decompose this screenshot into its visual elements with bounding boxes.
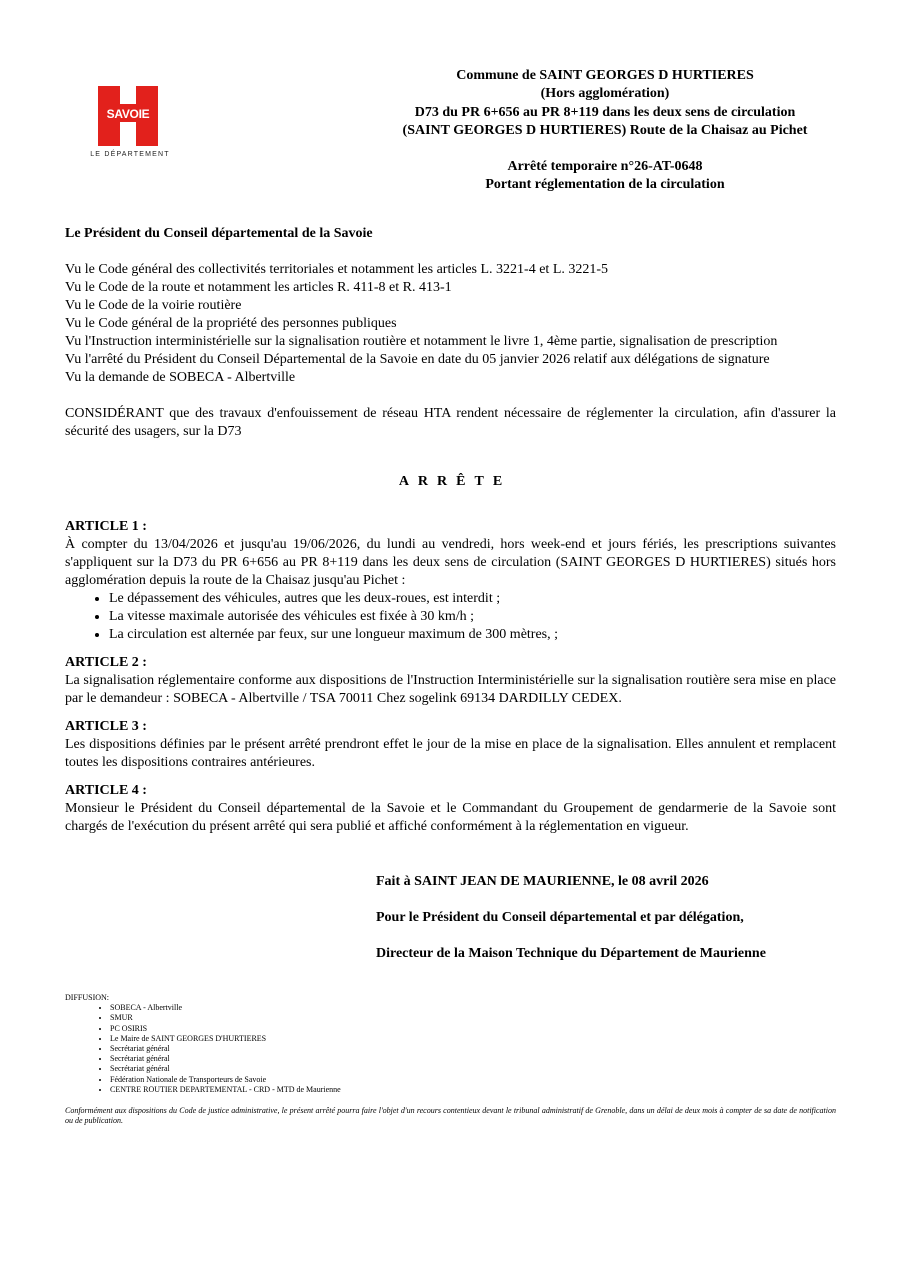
article-text: Monsieur le Président du Conseil départemental de la Savoie et le Commandant du Groupement de gendarmerie de la Savoie sont chargés de l'exécution du présent arrêté qui sera publié et affiché conformément à la réglementation en vigueur.: [65, 801, 836, 834]
header-gap: [375, 140, 835, 158]
article-title: ARTICLE 2 :: [65, 655, 147, 670]
recours-notice: Conformément aux dispositions du Code de justice administrative, le présent arrêté pourra faire l'objet d'un recours contentieux devant le tribunal administratif de Grenoble, dans un délai de deux mois à compter de sa date de notification ou de publication.: [65, 1106, 836, 1126]
article-1: [65, 518, 836, 644]
header-route-name: (SAINT GEORGES D HURTIERES) Route de la Chaisaz au Pichet: [402, 122, 808, 138]
diffusion-title: DIFFUSION:: [65, 993, 110, 1002]
vu-item: Vu l'Instruction interministérielle sur la signalisation routière et notamment le livre 1, 4ème partie, signalisation de prescription: [65, 334, 778, 349]
savoie-logo: [88, 86, 172, 158]
diffusion-item: • Secrétariat général: [110, 1064, 836, 1074]
article-title: ARTICLE 1 :: [65, 519, 147, 534]
article-title: ARTICLE 3 :: [65, 719, 147, 734]
signature-block: [376, 873, 836, 981]
diffusion-item: • CENTRE ROUTIER DEPARTEMENTAL - CRD - MTD de Maurienne: [110, 1085, 836, 1095]
document-header: [375, 67, 835, 195]
diffusion-block: [65, 993, 836, 1095]
diffusion-item: • SMUR: [110, 1013, 836, 1023]
article-title: ARTICLE 4 :: [65, 783, 147, 798]
signature-place-date: Fait à SAINT JEAN DE MAURIENNE, le 08 avril 2026: [376, 874, 709, 889]
article-3: [65, 718, 836, 772]
signature-delegation: Pour le Président du Conseil départemental et par délégation,: [376, 910, 744, 925]
header-agglomeration: (Hors agglomération): [540, 86, 670, 102]
article-4: [65, 782, 836, 836]
vu-item: Vu le Code de la route et notamment les articles R. 411-8 et R. 413-1: [65, 280, 452, 295]
article-1-prescriptions: [65, 590, 836, 644]
savoie-cross-icon: [98, 86, 158, 146]
logo-subtitle: LE DÉPARTEMENT: [90, 151, 170, 158]
prescription-item: • Le dépassement des véhicules, autres que les deux-roues, est interdit ;: [109, 590, 836, 608]
header-arrete-number: Arrêté temporaire n°26-AT-0648: [507, 159, 703, 175]
vu-item: Vu le Code de la voirie routière: [65, 298, 242, 313]
article-text: À compter du 13/04/2026 et jusqu'au 19/06/2026, du lundi au vendredi, hors week-end et jours fériés, les prescriptions suivantes s'appliquent sur la D73 du PR 6+656 au PR 8+119 dans les deux sens de circulation (SAINT GEORGES D HURTIERES) situés hors agglomération depuis la route de la Chaisaz jusqu'au Pichet :: [65, 537, 836, 588]
vu-item: Vu la demande de SOBECA - Albertville: [65, 370, 296, 385]
diffusion-item: • PC OSIRIS: [110, 1024, 836, 1034]
prescription-item: • La circulation est alternée par feux, sur une longueur maximum de 300 mètres, ;: [109, 626, 836, 644]
diffusion-item: • Fédération Nationale de Transporteurs de Savoie: [110, 1075, 836, 1085]
considering-paragraph: CONSIDÉRANT que des travaux d'enfouissement de réseau HTA rendent nécessaire de réglementer la circulation, afin d'assurer la sécurité des usagers, sur la D73: [65, 406, 836, 439]
president-title: Le Président du Conseil départemental de la Savoie: [65, 226, 373, 241]
logo-word: SAVOIE: [106, 107, 150, 121]
diffusion-list: [65, 1003, 836, 1095]
vu-item: Vu le Code général des collectivités territoriales et notamment les articles L. 3221-4 et L. 3221-5: [65, 262, 609, 277]
vu-item: Vu l'arrêté du Président du Conseil Départemental de la Savoie en date du 05 janvier 2026 relatif aux délégations de signature: [65, 352, 770, 367]
vu-item: Vu le Code général de la propriété des personnes publiques: [65, 316, 397, 331]
arrete-heading: ARRÊTE: [398, 474, 512, 489]
diffusion-item: • Secrétariat général: [110, 1054, 836, 1064]
header-road-section: D73 du PR 6+656 au PR 8+119 dans les deux sens de circulation: [414, 104, 796, 120]
diffusion-item: • SOBECA - Albertville: [110, 1003, 836, 1013]
diffusion-item: • Secrétariat général: [110, 1044, 836, 1054]
vu-list: [65, 261, 836, 387]
prescription-item: • La vitesse maximale autorisée des véhicules est fixée à 30 km/h ;: [109, 608, 836, 626]
diffusion-item: • Le Maire de SAINT GEORGES D'HURTIERES: [110, 1034, 836, 1044]
header-subject: Portant réglementation de la circulation: [485, 177, 725, 193]
article-2: [65, 654, 836, 708]
document-body: [65, 225, 836, 836]
article-text: Les dispositions définies par le présent arrêté prendront effet le jour de la mise en place de la signalisation. Elles annulent et remplacent toutes les dispositions contraires antérieures.: [65, 737, 836, 770]
article-text: La signalisation réglementaire conforme aux dispositions de l'Instruction Interministérielle sur la signalisation routière sera mise en place par le demandeur : SOBECA - Albertville / TSA 70011 Chez sogelink 69134 DARDILLY CEDEX.: [65, 673, 836, 706]
signature-role: Directeur de la Maison Technique du Département de Maurienne: [376, 946, 766, 961]
header-commune: Commune de SAINT GEORGES D HURTIERES: [456, 68, 754, 83]
